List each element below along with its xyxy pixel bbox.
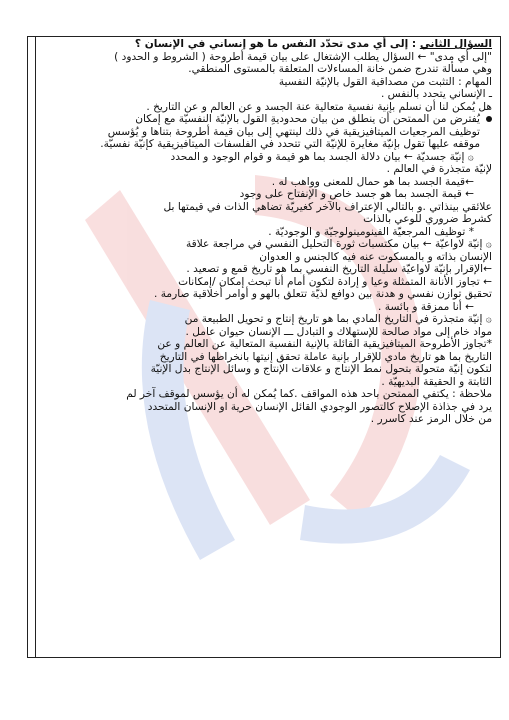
bullet-icon [486,116,492,122]
left-column [28,37,36,657]
question-label: السؤال الثاني [419,38,492,50]
note-line: يرد في جذاذة الإصلاح كالتصور الوجودي القائل الإنسان حرية او الإنسان المتحدد [147,400,492,413]
note-line: من خلال الرمز عند كاسرر . [370,413,492,425]
text-line: ← تجاوز الأنانة المتمثلة وعيا و إرادة لتكون أمام أنا تبحث إمكان /إمكانات [178,275,492,288]
text-line: توظيف المرجعيات الميتافيزيقية في ذلك لينتهي إلى بيان قيمة أطروحة بتناها و يُؤسس [107,125,480,138]
bullet-item [40,113,492,151]
text-line: يُفترض من الممتحن أن ينطلق من بيان محدوديةِ القول بالإنيّة النفسيّة مع إمكان [135,113,480,125]
text-line: مواد خام إلى مواد صالحة للإستهلاك و التبادل ـــ الإنسان حيوان عامل . [185,325,492,338]
text-line: تحقيق توازن نفسي و هدنة بين دوافع لذيّة تتعلق بالهو و أوامر أخلاقية صارمة . [154,288,492,300]
question-text: : إلى أي مدى تحدّد النفس ما هو إنساني في الإنسان ؟ [134,38,417,50]
text-line: ← أنا ممزقة و بائسة . [378,300,474,313]
text-line: ۞ إنيّة لاواعيّة ← بيان مكتسبات ثورة التحليل النفسي في مراجعة علاقة [185,238,492,250]
question-heading [40,38,492,51]
text-line: "إلى أي مدى" ← السؤال يطلب الإشتغال على بيان قيمة أطروحة ( الشروط و الحدود ) [114,50,492,63]
text-line: المهام : التثبت من مصداقية القول بالإنيّة النفسية [278,75,492,88]
document-body [40,38,492,426]
text-line: موقفه عليها تقول بإنيّة مغايرة للإنيّة التي تتحدد في الفلسفات الميتافيزيقية كإنيّة نفسيّة. [100,138,480,150]
text-line: ـ الإنساني يتحدد بالنفس . [380,88,492,100]
text-line: * توظيف المرجعيّة الفينومينولوجيّة و الوجوديّة . [268,225,474,238]
text-line: هل يُمكن لنا أن نسلم بإنية نفسية متعالية عنة الجسد و عن العالم و عن التاريخ . [146,100,492,113]
text-line: ← قيمة الجسد بما هو جسد خاص و الإنفتاح على وجود [239,188,474,200]
text-line: علائقي بينذاتي .و بالتالي الإعتراف بالآخر كغيريّة تضاهي الذات في قيمتها بل [163,200,492,213]
text-line: وهي مسألة تندرج ضمن خانة المساءلات المتعلقة بالمستوى المنطقي. [188,63,492,75]
text-line: التاريخ بما هو تاريخ مادي للإقرار بإنية عاملة تحقق إنيتها بانخراطها في التاريخ [159,350,492,363]
note-line: ملاحظة : يكتفي الممتحن باحد هذه المواقف .كما يُمكن له أن يؤسس لموقف آخر لم [126,388,492,400]
text-line: كشرط ضروري للوعي بالذات [363,213,492,225]
text-line: الثابتة و الحقيقة البديهيّة . [381,375,492,388]
text-line: الإنسان بذاته و بالمسكوت عنه فيه كالجنس و العدوان [259,250,492,263]
text-line: ←قيمة الجسد بما هو حمال للمعنى وواهب له . [271,175,474,188]
text-line: ۞ إنيّة متجذرة في التاريخ المادي بما هو تاريخ إنتاج و تحويل الطبيعة من [184,313,492,325]
text-line: *تجاوز الأطروحة الميتافيزيقية القائلة بالإنية النفسية المتعالية عن العالم و عن [157,338,492,350]
text-line: ←الإقرار بإنيّة لاواعيّة سليلة التاريخ النفسي بما هو تاريخ قمع و تصعيد . [186,263,492,275]
text-line: لإنيّة متجذرة في العالم . [386,163,492,175]
text-line: ۞ إنيّة جسديّة ← بيان دلالة الجسد بما هو قيمة و قوام الوجود و المحدد [170,150,474,163]
text-line: لتكون إنيّة متحولة بتحول نمط الإنتاج و علاقات الإنتاج و وسائل الإنتاج بدل الإنيّة [150,363,492,375]
